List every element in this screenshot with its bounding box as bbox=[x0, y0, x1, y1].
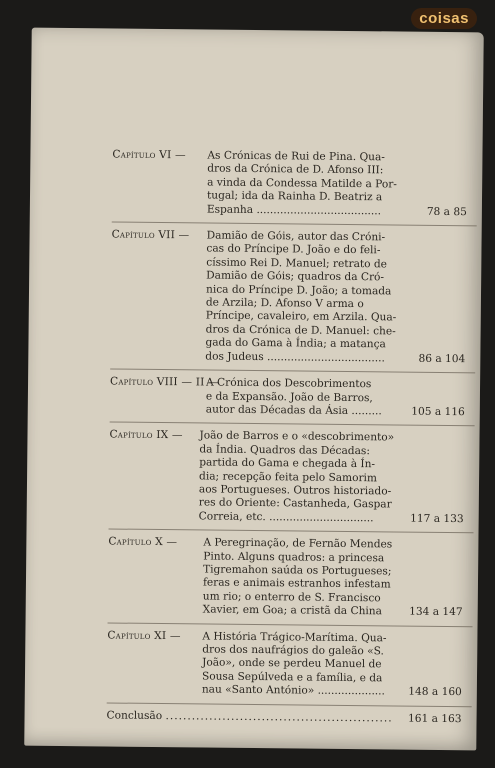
chapter-description-line: cas do Príncipe D. João e do feli- bbox=[206, 242, 381, 257]
chapter-label: Capítulo X — bbox=[108, 535, 178, 549]
toc-entry bbox=[107, 629, 473, 700]
divider bbox=[108, 622, 473, 627]
chapter-description-line: a vinda da Condessa Matilde a Por- bbox=[207, 176, 397, 191]
chapter-description-line: A História Trágico-Marítima. Qua- bbox=[202, 630, 387, 644]
chapter-description-line: As Crónicas de Rui de Pina. Qua- bbox=[207, 149, 385, 164]
table-of-contents bbox=[106, 149, 477, 727]
chapter-description-line: tugal; ida da Rainha D. Beatriz a bbox=[206, 189, 383, 204]
toc-entry bbox=[109, 429, 475, 527]
chapter-description-line: autor das Décadas da Ásia ......... bbox=[205, 403, 382, 418]
book-page bbox=[24, 28, 483, 751]
chapter-description-line: partida do Gama e chegada à Ín- bbox=[199, 456, 376, 471]
chapter-label: Capítulo XI — bbox=[107, 629, 181, 642]
chapter-description-line: nau «Santo António» .................... bbox=[201, 683, 386, 698]
chapter-label: Capítulo VII — bbox=[111, 228, 190, 242]
chapter-description-line: de Arzila; D. Afonso V arma o bbox=[205, 296, 364, 311]
page-range: 78 a 85 bbox=[426, 205, 467, 218]
chapter-description-line: Espanha ..................................... bbox=[206, 203, 382, 217]
watermark-logo: coisas bbox=[411, 8, 477, 29]
chapter-description-line: Príncipe, cavaleiro, em Arzila. Qua- bbox=[205, 309, 397, 324]
chapter-description-line: dros dos naufrágios do galeão «S. bbox=[202, 643, 385, 658]
chapter-description-line: Xavier, em Goa; a cristã da China bbox=[202, 603, 383, 618]
chapter-description-line: João de Barros e o «descobrimento» bbox=[199, 429, 395, 444]
page-range: 117 a 133 bbox=[410, 512, 464, 525]
conclusion-label: Conclusão bbox=[106, 709, 166, 722]
chapter-description-line: da Índia. Quadros das Décadas: bbox=[199, 443, 370, 457]
divider bbox=[110, 422, 475, 427]
chapter-label: Capítulo VIII — II — bbox=[110, 375, 219, 389]
page-range: 105 a 116 bbox=[411, 405, 465, 419]
leader-dots: .................................................... bbox=[165, 709, 393, 725]
chapter-description-line: císsimo Rei D. Manuel; retrato de bbox=[206, 256, 388, 271]
chapter-label: Capítulo IX — bbox=[109, 428, 183, 442]
chapter-description-line: Sousa Sepúlveda e a família, e da bbox=[201, 670, 383, 685]
page-range: 86 a 104 bbox=[418, 352, 466, 365]
chapter-description-line: A Crónica dos Descobrimentos bbox=[206, 376, 372, 391]
chapter-description-line: Pinto. Alguns quadros: a princesa bbox=[203, 550, 385, 564]
chapter-description-line: Tigremahon saúda os Portugueses; bbox=[203, 563, 392, 578]
page-range: 161 a 163 bbox=[407, 712, 462, 725]
chapter-description-line: dros da Crónica de D. Afonso III: bbox=[207, 162, 384, 177]
chapter-description-line: Correia, etc. ............................... bbox=[198, 510, 374, 525]
chapter-description-line: res do Oriente: Castanheda, Gaspar bbox=[198, 496, 392, 511]
chapter-description-line: um rio; o enterro de S. Francisco bbox=[202, 590, 381, 605]
chapter-description-line: dros da Crónica de D. Manuel: che- bbox=[205, 323, 396, 338]
toc-entry bbox=[112, 149, 478, 220]
chapter-description-line: dia; recepção feita pelo Samorim bbox=[199, 469, 378, 484]
chapter-description-line: Damião de Góis, autor das Cróni- bbox=[206, 229, 386, 244]
divider bbox=[107, 702, 472, 707]
chapter-description-line: Damião de Góis; quadros da Cró- bbox=[206, 269, 385, 284]
divider bbox=[110, 369, 475, 374]
divider bbox=[109, 529, 474, 534]
toc-entry bbox=[108, 536, 474, 620]
chapter-description-line: dos Judeus ................................... bbox=[205, 350, 385, 365]
chapter-description-line: nica do Príncipe D. João; a tomada bbox=[205, 283, 392, 298]
toc-entry bbox=[110, 376, 475, 420]
chapter-description-line: aos Portugueses. Outros historiado- bbox=[198, 483, 392, 498]
toc-entry bbox=[110, 229, 476, 367]
chapter-description-line: João», onde se perdeu Manuel de bbox=[202, 656, 382, 671]
chapter-description-line: feras e animais estranhos infestam bbox=[202, 576, 391, 591]
divider bbox=[112, 222, 477, 227]
page-range: 134 a 147 bbox=[409, 605, 463, 619]
conclusion-entry bbox=[106, 709, 471, 726]
chapter-label: Capítulo VI — bbox=[112, 148, 186, 162]
chapter-description-line: gada do Gama à Índia; a matança bbox=[205, 336, 386, 351]
chapter-description-line: A Peregrinação, de Fernão Mendes bbox=[203, 536, 393, 551]
chapter-description-line: e da Expansão. João de Barros, bbox=[205, 389, 373, 404]
page-range: 148 a 160 bbox=[408, 685, 462, 699]
